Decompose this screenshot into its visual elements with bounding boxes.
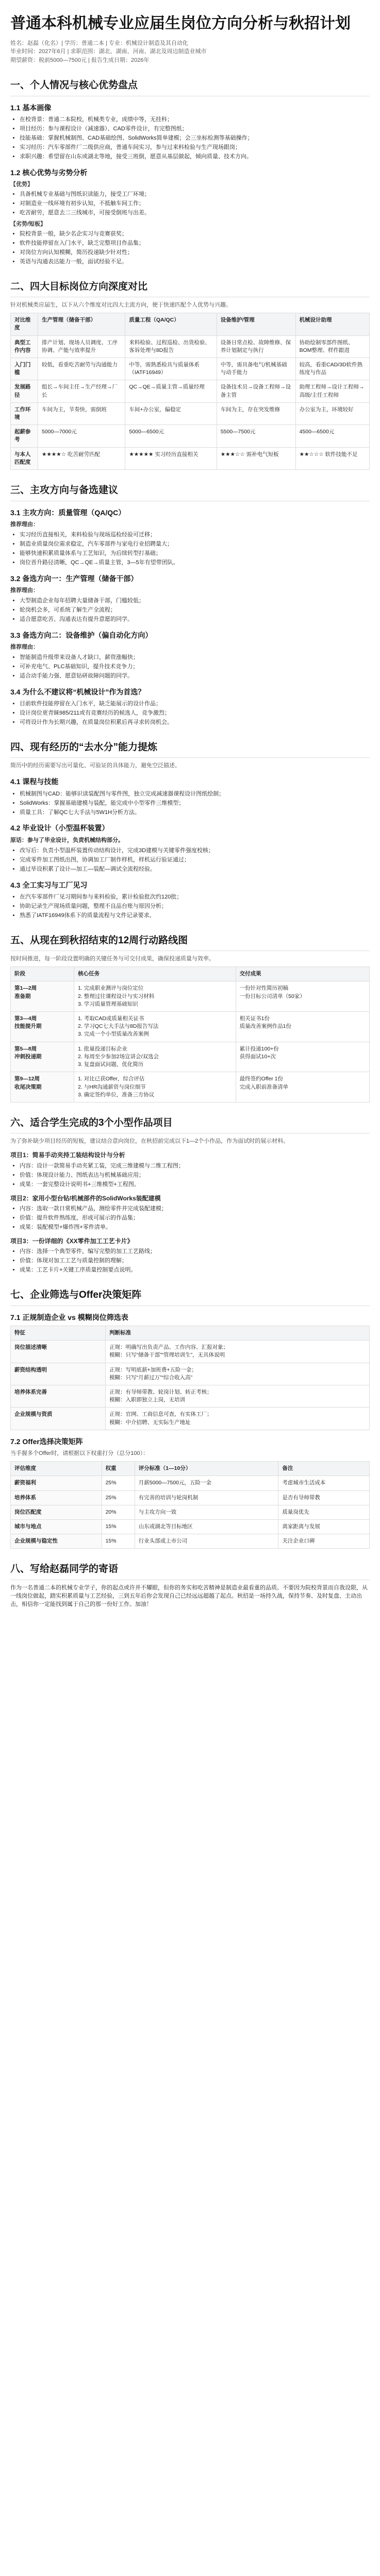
table-cell: 考虑城市生活成本 xyxy=(278,1476,370,1490)
list-item: • 实习经历：汽车零部件厂二级供应商，普通车间实习，参与过来料检验与生产现场跟岗； xyxy=(20,144,370,152)
section-6-intro: 为了弥补缺少项目经历的短板，建议结合意向岗位，在秋招前完成以下1—2个小作品，作为面试时的展示材料。 xyxy=(10,1138,289,1145)
list-item: • 岗位晋升路径清晰，QC→QE→质量主管，3—5年有望带团队。 xyxy=(20,559,370,567)
table-cell: 正规：有导师带教、轮岗计划、转正考核； 模糊：入职即独立上岗，无培训 xyxy=(106,1385,370,1407)
list-item: • 成果：一套完整设计说明书+三维模型+工程图。 xyxy=(20,1181,370,1189)
table-cell: 25% xyxy=(102,1476,135,1490)
table-cell: 15% xyxy=(102,1519,135,1534)
section-3-title: 三、主攻方向与备选建议 xyxy=(10,483,370,501)
table-cell: 5000—7000元 xyxy=(38,425,125,447)
project-title: 项目2：家用小型台钻/机械部件的SolidWorks装配建模 xyxy=(10,1194,161,1202)
project-detail-list xyxy=(10,1205,370,1232)
table-row xyxy=(11,1385,370,1407)
table-row xyxy=(11,447,370,469)
table-header-row xyxy=(11,1462,370,1476)
offer-matrix-intro: 当手握多个Offer时，请根据以下权重打分（总分100）： xyxy=(10,1450,149,1457)
table-cell: 协助绘制零部件图纸、BOM整理、样件跟进 xyxy=(295,335,369,358)
table-cell: 来料检验、过程巡检、出货检验、客诉处理与8D报告 xyxy=(125,335,217,358)
list-item: • 求职兴趣：希望留在山东或湖北等地，接受三班倒，愿意从基层做起，倾向质量、技术方向。 xyxy=(20,153,370,161)
original-text-label: 原话：参与了毕业设计，负责机械结构部分。 xyxy=(10,837,124,843)
table-cell: 25% xyxy=(102,1490,135,1505)
table-row-header: 入门门槛 xyxy=(11,358,38,380)
table-header-cell: 评估维度 xyxy=(11,1462,102,1476)
table-header-cell: 特征 xyxy=(11,1326,106,1340)
skill-list xyxy=(10,790,370,817)
table-cell: 累计投递100+份 获得面试10+次 xyxy=(236,1042,369,1072)
table-row xyxy=(11,380,370,402)
table-row xyxy=(11,1363,370,1385)
table-row xyxy=(11,1534,370,1549)
subsection-1-1-title: 1.1 基本画像 xyxy=(10,103,52,112)
table-header-cell: 评分标准（1—10分） xyxy=(135,1462,278,1476)
table-cell: 办公室为主，环境较好 xyxy=(295,402,369,425)
table-cell: 较高，看重CAD/3D软件熟练度与作品 xyxy=(295,358,369,380)
table-row-header: 企业规模与稳定性 xyxy=(11,1534,102,1549)
table-row-header: 第5—8周 冲刺投递期 xyxy=(11,1042,74,1072)
table-row-header: 第9—12周 收尾决策期 xyxy=(11,1072,74,1103)
table-cell: 与主攻方向一致 xyxy=(135,1505,278,1519)
list-item: • 内容：设计一款简易手动夹紧工装，完成三维建模与二维工程图； xyxy=(20,1162,370,1171)
table-cell: ★★★☆☆ 需补电气短板 xyxy=(217,447,295,469)
table-cell: 车间+办公室，偏稳定 xyxy=(125,402,217,425)
table-header-cell: 备注 xyxy=(278,1462,370,1476)
table-row xyxy=(11,425,370,447)
table-header-cell: 交付成果 xyxy=(236,967,369,981)
list-item: • 内容：选择一个典型零件，编写完整的加工工艺路线； xyxy=(20,1248,370,1256)
table-row xyxy=(11,1519,370,1534)
advantage-list xyxy=(10,191,370,217)
list-item: • 价值：体现设计能力、图纸表达与机械基础应用； xyxy=(20,1172,370,1180)
table-header-row xyxy=(11,313,370,335)
table-header-row xyxy=(11,967,370,981)
disadvantage-label: 【劣势/短板】 xyxy=(10,221,46,227)
table-row-header: 岗位匹配度 xyxy=(11,1505,102,1519)
list-item: • 制造业质量岗位需求稳定，汽车零部件与家电行业招聘量大； xyxy=(20,540,370,549)
subsection-7-1-title: 7.1 正规制造企业 vs 模糊岗位筛选表 xyxy=(10,1313,128,1321)
section-2-intro: 针对机械类应届生，以下从六个维度对比四大主流方向，便于快速匹配个人优势与兴趣。 xyxy=(10,302,232,309)
table-header-cell: 机械设计助理 xyxy=(295,313,369,335)
list-item: • 内容：选取一款日常机械产品，测绘零件并完成装配建模； xyxy=(20,1205,370,1213)
list-item: • 可补充电气、PLC基础知识，提升技术竞争力； xyxy=(20,663,370,671)
closing-message: 作为一名普通二本的机械专业学子，你的起点或许并不耀眼，但你的务实和吃苦精神是制造业最看重的品质。不要因为院校背景而自我设限，从一线岗位做起，踏实积累质量与工艺经验，三到五年后你会发现自己已经远远超越了起点。秋招是一场持久战，保持节奏、及时复盘、主动出击，相信你一定能找到属于自己的那一份好工作。加油！ xyxy=(10,1584,368,1607)
table-cell: 助理工程师→设计工程师→高级/主任工程师 xyxy=(295,380,369,402)
list-item: • 设计岗位更青睐985/211或有竞赛经历的候选人，竞争激烈； xyxy=(20,709,370,718)
table-cell: 月薪5000—7500元，五险一金 xyxy=(135,1476,278,1490)
table-cell: 1. 考取CAD或质量相关证书 2. 学习QC七大手法与8D报告写法 3. 完成一个小型质量改善案例 xyxy=(74,1011,236,1042)
table-row xyxy=(11,335,370,358)
table-row-header: 发展路径 xyxy=(11,380,38,402)
subsection-4-1-title: 4.1 课程与技能 xyxy=(10,777,59,786)
table-row xyxy=(11,981,370,1012)
table-row-header: 企业规模与资质 xyxy=(11,1408,106,1430)
table-cell: 正规：写明底薪+加班费+五险一金； 模糊：只写“月薪过万”“综合收入高” xyxy=(106,1363,370,1385)
table-row-header: 培养体系完善 xyxy=(11,1385,106,1407)
table-row xyxy=(11,1505,370,1519)
table-row-header: 薪资福利 xyxy=(11,1476,102,1490)
table-cell: QC→QE→质量主管→质量经理 xyxy=(125,380,217,402)
list-item: • 质量工具：了解QC七大手法与5W1H分析方法。 xyxy=(20,809,370,817)
table-cell: ★★☆☆☆ 软件技能不足 xyxy=(295,447,369,469)
list-item: • 熟悉了IATF16949体系下的质量流程与文件记录要求。 xyxy=(20,912,370,920)
table-row-header: 岗位描述清晰 xyxy=(11,1341,106,1363)
table-cell: 5000—6500元 xyxy=(125,425,217,447)
subsection-1-2-title: 1.2 核心优势与劣势分析 xyxy=(10,168,88,177)
reason-list xyxy=(10,700,370,727)
table-cell: 5500—7500元 xyxy=(217,425,295,447)
table-cell: 排产计划、现场人员调度、工序协调、产能与效率提升 xyxy=(38,335,125,358)
list-item: • 智能制造升级带来设备人才缺口，薪资涨幅快； xyxy=(20,654,370,662)
roadmap-table xyxy=(10,967,370,1103)
subsection-4-3-title: 4.3 全工实习与工厂见习 xyxy=(10,880,88,889)
project-detail-list xyxy=(10,1248,370,1275)
table-cell: 设备技术员→设备工程师→设备主管 xyxy=(217,380,295,402)
table-cell: ★★★★★ 实习经历直接相关 xyxy=(125,447,217,469)
table-cell: 是否有导师带教 xyxy=(278,1490,370,1505)
section-7-title: 七、企业筛选与Offer决策矩阵 xyxy=(10,1288,370,1306)
section-1-title: 一、个人情况与核心优势盘点 xyxy=(10,78,370,96)
table-cell: 中等，需具备电气/机械基础与动手能力 xyxy=(217,358,295,380)
thesis-list xyxy=(10,847,370,874)
table-row xyxy=(11,1341,370,1363)
project-list xyxy=(10,1151,370,1275)
list-item: • 在汽车零部件厂见习期间参与来料检验，累计检验批次约120批； xyxy=(20,893,370,902)
reason-label: 推荐理由： xyxy=(10,644,39,650)
section-4-title: 四、现有经历的“去水分”能力提炼 xyxy=(10,740,370,758)
list-item: • 在校背景：普通二本院校，机械类专业，成绩中等，无挂科； xyxy=(20,116,370,124)
table-row-header: 第1—2周 准备期 xyxy=(11,981,74,1012)
section-5-intro: 按时间推进，每一阶段设置明确的关键任务与可交付成果，确保投递质量与效率。 xyxy=(10,956,214,962)
table-row xyxy=(11,1476,370,1490)
table-cell: 正规：明确写出负责产品、工作内容、汇报对象； 模糊：只写“储备干部”“管理培训生”，无具体说明 xyxy=(106,1341,370,1363)
reason-list xyxy=(10,531,370,567)
list-item: • 项目经历：参与课程设计（减速器）、CAD零件设计，有完整图纸； xyxy=(20,125,370,133)
section-2-title: 二、四大目标岗位方向深度对比 xyxy=(10,280,370,298)
table-cell: 设备日常点检、故障维修、保养计划制定与执行 xyxy=(217,335,295,358)
table-cell: 行业头部或上市公司 xyxy=(135,1534,278,1549)
table-row-header: 工作环境 xyxy=(11,402,38,425)
table-row xyxy=(11,402,370,425)
table-cell: 4500—6500元 xyxy=(295,425,369,447)
table-header-cell: 判断标准 xyxy=(106,1326,370,1340)
subsection-3-3-title: 3.3 备选方向二：设备维护（偏自动化方向） xyxy=(10,631,153,639)
project-detail-list xyxy=(10,1162,370,1189)
list-item: • 软件技能停留在入门水平，缺乏完整项目作品集； xyxy=(20,240,370,248)
list-item: • 院校背景一般，缺少名企实习与竞赛获奖； xyxy=(20,230,370,239)
meta-line: 毕业时间：2027年6月 | 求职范围：湖北、湖南、河南、湖北及周边制造业城市 xyxy=(10,48,207,55)
internship-list xyxy=(10,893,370,920)
table-row-header: 起薪参考 xyxy=(11,425,38,447)
table-row xyxy=(11,1011,370,1042)
list-item: • 实习经历直接相关，来料检验与现场巡检经验可迁移； xyxy=(20,531,370,539)
list-item: • 协助记录生产现场质量问题，整理不良品台账与原因分析； xyxy=(20,903,370,911)
meta-line: 姓名：赵磊（化名）| 学历：普通二本 | 专业：机械设计制造及其自动化 xyxy=(10,40,188,46)
list-item: • 技能基础：掌握机械制图、CAD基础绘图、SolidWorks简单建模；会三坐标检测等基础操作； xyxy=(20,134,370,143)
advantage-label: 【优势】 xyxy=(10,181,33,188)
section-8-title: 八、写给赵磊同学的寄语 xyxy=(10,1562,370,1580)
list-item: • 具备机械专业基础与图纸识读能力，接受工厂环境； xyxy=(20,191,370,199)
list-item: • 成果：装配模型+爆炸图+零件清单。 xyxy=(20,1224,370,1232)
table-row-header: 城市与地点 xyxy=(11,1519,102,1534)
list-item: • 能够快速积累质量体系与工艺知识，为后续转型打基础； xyxy=(20,550,370,558)
list-item: • 机械制图与CAD：能够识读装配图与零件图，独立完成减速器课程设计图纸绘制； xyxy=(20,790,370,799)
table-row-header: 薪资结构透明 xyxy=(11,1363,106,1385)
table-cell: 中等，需熟悉检具与质量体系（IATF16949） xyxy=(125,358,217,380)
table-header-cell: 生产管理（储备干部） xyxy=(38,313,125,335)
subsection-3-1-title: 3.1 主攻方向：质量管理（QA/QC） xyxy=(10,508,126,517)
table-row xyxy=(11,1072,370,1103)
table-cell: 车间为主，节奏快，需倒班 xyxy=(38,402,125,425)
section-5-title: 五、从现在到秋招结束的12周行动路线图 xyxy=(10,934,370,952)
meta-line: 期望薪资：税前5000—7500元 | 报告生成日期：2026年 xyxy=(10,57,150,64)
table-cell: 1. 批量投递目标企业 2. 每周至少参加2场宣讲会/双选会 3. 复盘面试问题，优化简历 xyxy=(74,1042,236,1072)
list-item: • 通过毕设积累了设计—加工—装配—调试全流程经验。 xyxy=(20,866,370,874)
subsection-3-4-title: 3.4 为什么不建议将“机械设计”作为首选？ xyxy=(10,687,145,696)
table-row-header: 培养体系 xyxy=(11,1490,102,1505)
table-row-header: 典型工作内容 xyxy=(11,335,38,358)
section-4-intro: 简历中的经历需要写出可量化、可验证的具体能力，避免空泛描述。 xyxy=(10,762,180,769)
table-cell: 有完善的培训与轮岗机制 xyxy=(135,1490,278,1505)
list-item: • 对岗位方向认知模糊，简历投递缺少针对性； xyxy=(20,249,370,257)
table-cell: 组长→车间主任→生产经理→厂长 xyxy=(38,380,125,402)
table-cell: 1. 完成职业测评与岗位定位 2. 整理过往课程设计与实习材料 3. 学习质量管理基础知识 xyxy=(74,981,236,1012)
project-title: 项目1：简易手动夹持工装结构设计与分析 xyxy=(10,1151,125,1159)
table-cell: 相关证书1份 质量改善案例作品1份 xyxy=(236,1011,369,1042)
list-item: • 大型制造企业每年招聘大量储备干部，门槛较低； xyxy=(20,597,370,605)
subsection-3-2-title: 3.2 备选方向一：生产管理（储备干部） xyxy=(10,574,138,583)
subsection-4-2-title: 4.2 毕业设计（小型温杯装置） xyxy=(10,824,109,833)
reason-label: 推荐理由： xyxy=(10,587,39,594)
table-cell: 20% xyxy=(102,1505,135,1519)
table-row xyxy=(11,358,370,380)
table-header-cell: 权重 xyxy=(102,1462,135,1476)
table-cell: 质量岗优先 xyxy=(278,1505,370,1519)
list-item: • 轮岗机会多，可系统了解生产全流程； xyxy=(20,606,370,615)
table-cell: 山东或湖北等目标地区 xyxy=(135,1519,278,1534)
table-cell: 离家距离与发展 xyxy=(278,1519,370,1534)
list-item: • 成果：工艺卡片+关键工序质量控制要点说明。 xyxy=(20,1266,370,1275)
subsection-7-2-title: 7.2 Offer选择决策矩阵 xyxy=(10,1437,83,1446)
list-item: • SolidWorks：掌握基础建模与装配，能完成中小型零件三维模型； xyxy=(20,800,370,808)
list-item: • 目前软件技能停留在入门水平，缺乏能展示的设计作品； xyxy=(20,700,370,708)
table-row-header: 与本人匹配度 xyxy=(11,447,38,469)
list-item: • 适合愿意吃苦、沟通表达有提升意愿的同学。 xyxy=(20,616,370,624)
section-6-title: 六、适合学生完成的3个小型作品项目 xyxy=(10,1116,370,1134)
list-item: • 完成零件加工图纸出图，协调加工厂制作样机，样机运行验证通过； xyxy=(20,856,370,865)
list-item: • 吃苦耐劳，愿意去二三线城市，可接受倒班与出差。 xyxy=(20,209,370,217)
table-cell: 最终签约Offer 1份 完成入职前准备清单 xyxy=(236,1072,369,1103)
list-item: • 可将设计作为长期兴趣，在质量岗位积累后再寻求转岗机会。 xyxy=(20,719,370,727)
list-item: • 英语与沟通表达能力一般，面试经验不足。 xyxy=(20,258,370,266)
table-cell: 一份针对性简历初稿 一份目标公司清单（50家） xyxy=(236,981,369,1012)
table-cell: ★★★★☆ 吃苦耐劳匹配 xyxy=(38,447,125,469)
table-cell: 正规：官网、工商信息可查，有实体工厂； 模糊：中介招聘、无实际生产地址 xyxy=(106,1408,370,1430)
table-row xyxy=(11,1490,370,1505)
table-cell: 车间为主，存在突发维修 xyxy=(217,402,295,425)
company-screening-table xyxy=(10,1326,370,1430)
position-comparison-table xyxy=(10,313,370,470)
table-header-cell: 阶段 xyxy=(11,967,74,981)
table-header-cell: 核心任务 xyxy=(74,967,236,981)
basic-profile-list xyxy=(10,116,370,161)
list-item: • 价值：提升软件熟练度，形成可展示的作品集； xyxy=(20,1214,370,1223)
report-title: 普通本科机械专业应届生岗位方向分析与秋招计划 xyxy=(10,15,351,32)
list-item: • 对制造业一线环境有初步认知，不抵触车间工作； xyxy=(20,200,370,208)
table-row xyxy=(11,1408,370,1430)
table-cell: 1. 对比已获Offer，综合评估 2. 与HR沟通薪资与岗位细节 3. 确定签约单位，准备三方协议 xyxy=(74,1072,236,1103)
table-header-cell: 对比维度 xyxy=(11,313,38,335)
table-header-cell: 设备维护/管理 xyxy=(217,313,295,335)
table-cell: 15% xyxy=(102,1534,135,1549)
reason-list xyxy=(10,654,370,681)
table-cell: 较低，看重吃苦耐劳与沟通能力 xyxy=(38,358,125,380)
offer-decision-matrix xyxy=(10,1461,370,1549)
table-row xyxy=(11,1042,370,1072)
table-header-cell: 质量工程（QA/QC） xyxy=(125,313,217,335)
table-cell: 关注企业口碑 xyxy=(278,1534,370,1549)
reason-label: 推荐理由： xyxy=(10,521,39,528)
reason-list xyxy=(10,597,370,624)
table-row-header: 第3—4周 技能提升期 xyxy=(11,1011,74,1042)
list-item: • 价值：体现对加工工艺与质量控制的理解； xyxy=(20,1257,370,1265)
table-header-row xyxy=(11,1326,370,1340)
list-item: • 改写后：负责小型温杯装置传动结构设计，完成3D建模与关键零件强度校核； xyxy=(20,847,370,855)
disadvantage-list xyxy=(10,230,370,266)
list-item: • 适合动手能力强、愿意钻研故障问题的同学。 xyxy=(20,672,370,681)
project-title: 项目3：一份详细的《XX零件加工工艺卡片》 xyxy=(10,1237,134,1245)
